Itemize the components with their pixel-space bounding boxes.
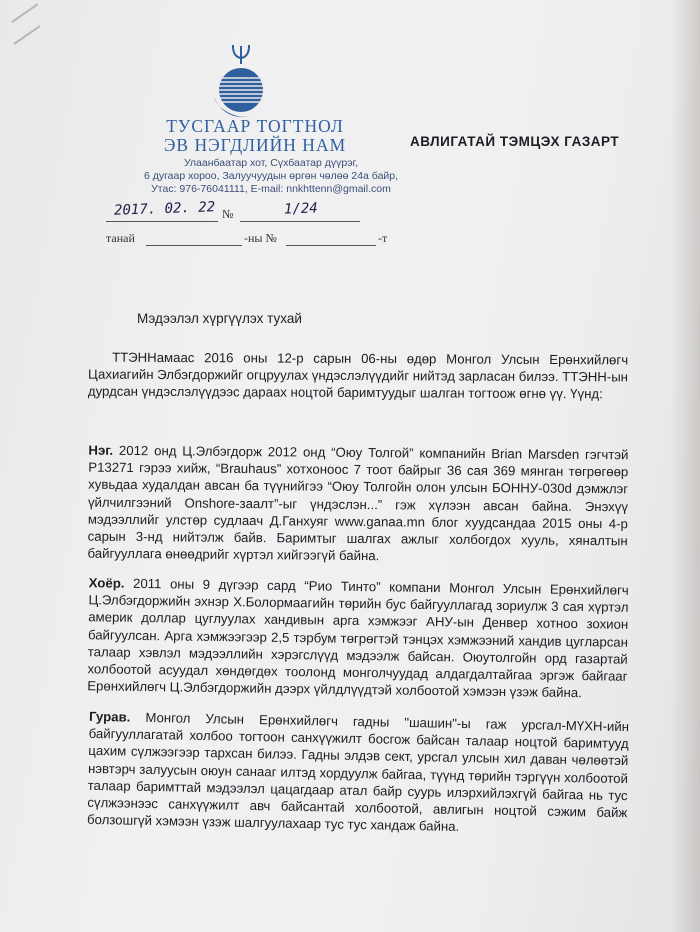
paragraph-three — [87, 708, 629, 839]
paragraph-two-text: 2011 оны 9 дүгээр сард “Рио Тинто” компани Монгол Улсын Ерөнхийлөгч Ц.Элбэгдоржийн эхнэр Х.Болормаагийн төрийн бус байгууллагад зориулж 3 сая хүртэл америк доллар цуглуулах хандивын арга хэмжээг АНУ-ын Денвер хотноо зохион байгуулсан. Арга хэмжээгээр 2,5 тэрбум төгрөгтэй тэнцэх хэмжээний хандив цугларсан талаар хэвлэл мэдээллийн хэрэгслүүд мэдээлж байсан. Оюутолгойн орд газартай холбоотой асуудал хөндөгдөх тоолонд монголчуудад алдагдалтайгаа эргэж байгааг Ерөнхийлөгч Ц.Элбэгдоржийн дээрх үйлдлүүдтэй холбоотой хэмээн үзэж байна. — [87, 575, 629, 701]
organization-address — [106, 157, 436, 196]
paragraph-one-text: 2012 онд Ц.Элбэгдорж 2012 онд “Оюу Толгой” компанийн Brian Marsden гэгчтэй P13271 гэрээ хийж, “Brauhaus” хотхоноос 7 тоот байрыг 36 сая 369 мянган төгрөгөөр хувьдаа худалдан авсан ба түүнийгээ “Оюу Толгойн олон улсын БОННУ-030d дэмжлэг үйлчилгээний Onshore-заалт”-ыг үндэслэн...” гэж хүлээн авсан байна. Энэхүү мэдээллийг улстөр судлаач Д.Ганхуяг www.ganaa.mn блог хуудсандаа 2015 оны 4-р сарын 3-нд нийтэлж байв. Баримтыг шалгах ажлыг холбогдох хууль, хяналтын байгууллага өнөөдрийг хүртэл хийгээгүй байна. — [87, 442, 629, 564]
handwritten-number: 1/24 — [283, 200, 318, 218]
address-line3: Утас: 976-76041111, E-mail: nnkhttenn@gmail.com — [151, 183, 391, 195]
paragraph-two-lead: Хоёр. — [88, 575, 125, 591]
party-logo-icon — [205, 42, 277, 124]
handwritten-date: 2017. 02. 22 — [113, 199, 216, 219]
reference-line-date — [106, 199, 406, 225]
paragraph-three-text: Монгол Улсын Ерөнхийлөгч гадны "шашин"-ы гаж урсгал-МҮХН-ийн байгууллагатай холбоо тогтоон санхүүжилт босгож байсан талаар ноцтой баримтууд цахим сүлжээгээр тархсан билээ. Гадны элдэв сект, урсгал улсын хил даван чөлөөтэй нэвтэрч залуусын оюун санааг илтэд хордуулж байгаа, түүнд төрийн тэргүүн холбоотой талаар баримттай мэдээлэл цацагдаар атал байр суурь илэрхийлэхгүй байгаа нь тус сүлжээнээс санхүүжилт авч байсантай холбоотой, авлигын ноцтой сэжим байж болзошгүй хэмээн үзэж шалгуулахаар тус тус хандаж байна. — [86, 709, 630, 835]
letter-subject: Мэдээлэл хүргүүлэх тухай — [137, 311, 302, 326]
paragraph-two — [87, 574, 629, 702]
organization-name-line1: ТУСГААР ТОГТНОЛ — [166, 116, 344, 136]
number-label: № — [222, 207, 234, 221]
organization-name — [160, 117, 350, 155]
staple-marks — [2, 2, 42, 47]
paragraph-one — [87, 442, 628, 567]
ny-label: -ны № — [244, 231, 277, 245]
paragraph-three-lead: Гурав. — [88, 708, 131, 725]
page-shadow — [670, 0, 700, 932]
reference-line-your — [106, 231, 406, 249]
organization-name-line2: ЭВ НЭГДЛИЙН НАМ — [163, 135, 347, 155]
address-line2: 6 дугаар хороо, Залуучуудын өргөн чөлөө 24а байр, — [143, 170, 399, 182]
paragraph-intro-text: ТТЭННамаас 2016 оны 12-р сарын 06-ны өдөр Монгол Улсын Ерөнхийлөгч Цахиагийн Элбэгдоржийг огцруулах үндэслэлүүдийг нийтэд зарласан билээ. ТТЭНН-ын дурдсан үндэслэлүүдээс дараах ноцтой баримтуудыг шалган тогтоож өгнө үү. Үүнд: — [87, 349, 629, 402]
address-line1: Улаанбаатар хот, Сүхбаатар дүүрэг, — [183, 157, 359, 169]
addressee-heading: АВЛИГАТАЙ ТЭМЦЭХ ГАЗАРТ — [410, 134, 620, 149]
suffix-label: -т — [378, 231, 388, 245]
paragraph-intro — [88, 349, 628, 403]
paragraph-one-lead: Нэг. — [88, 442, 114, 458]
your-label: танай — [106, 231, 135, 245]
